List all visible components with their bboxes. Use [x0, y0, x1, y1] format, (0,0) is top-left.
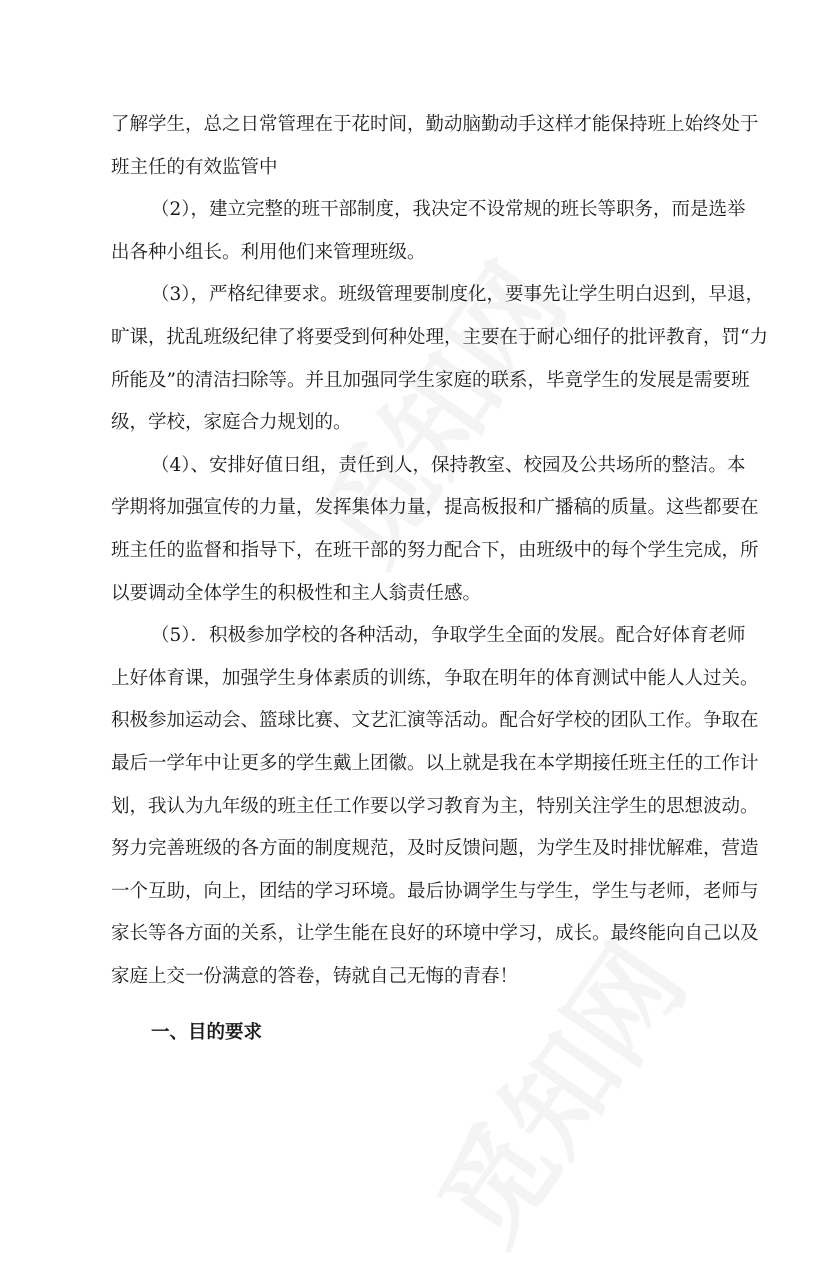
section-heading: 一、目的要求 [151, 1022, 263, 1043]
text-line: 最后一学年中让更多的学生戴上团徽。以上就是我在本学期接任班主任的工作计 [111, 752, 759, 774]
text-line: 划，我认为九年级的班主任工作要以学习教育为主，特别关注学生的思想波动。 [111, 795, 759, 817]
text-line: 了解学生，总之日常管理在于花时间，勤动脑勤动手这样才能保持班上始终处于 [111, 114, 759, 135]
text-line: 出各种小组长。利用他们来管理班级。 [111, 241, 426, 263]
text-line: 家长等各方面的关系，让学生能在良好的环境中学习，成长。最终能向自己以及 [111, 923, 759, 945]
text-line: （3），严格纪律要求。班级管理要制度化，要事先让学生明白迟到，早退， [151, 284, 765, 306]
text-line: 级，学校，家庭合力规划的。 [111, 412, 352, 434]
text-line: 努力完善班级的各方面的制度规范，及时反馈问题，为学生及时排忧解难，营造 [111, 838, 759, 860]
text-line: 班主任的有效监管中 [111, 156, 278, 178]
text-line: 学期将加强宣传的力量，发挥集体力量，提高板报和广播稿的质量。这些都要在 [111, 497, 759, 519]
document-body [111, 104, 768, 998]
section-heading-container [111, 1012, 716, 1055]
paragraph [111, 274, 768, 444]
text-line: 家庭上交一份满意的答卷，铸就自己无悔的青春！ [111, 965, 519, 987]
text-line: 所能及”的清洁扫除等。并且加强同学生家庭的联系，毕竟学生的发展是需要班 [111, 369, 750, 391]
text-line: （2），建立完整的班干部制度，我决定不设常规的班长等职务，而是选举 [151, 199, 746, 221]
text-line: （4）、安排好值日组，责任到人，保持教室、校园及公共场所的整洁。本 [151, 454, 746, 476]
text-line: 旷课，扰乱班级纪律了将要受到何种处理，主要在于耐心细仔的批评教育，罚“力 [111, 326, 768, 348]
paragraph [111, 189, 746, 274]
text-line: 班主任的监督和指导下，在班干部的努力配合下，由班级中的每个学生完成，所 [111, 539, 759, 561]
text-line: （5）．积极参加学校的各种活动，争取学生全面的发展。配合好体育老师 [151, 625, 746, 647]
text-line: 一个互助，向上，团结的学习环境。最后协调学生与学生，学生与老师，老师与 [111, 880, 759, 902]
paragraph [111, 615, 759, 998]
paragraph [111, 104, 759, 189]
text-line: 积极参加运动会、篮球比赛、文艺汇演等活动。配合好学校的团队工作。争取在 [111, 710, 759, 732]
text-line: 以要调动全体学生的积极性和主人翁责任感。 [111, 582, 482, 604]
text-line: 上好体育课，加强学生身体素质的训练，争取在明年的体育测试中能人人过关。 [111, 667, 759, 689]
paragraph [111, 445, 759, 615]
